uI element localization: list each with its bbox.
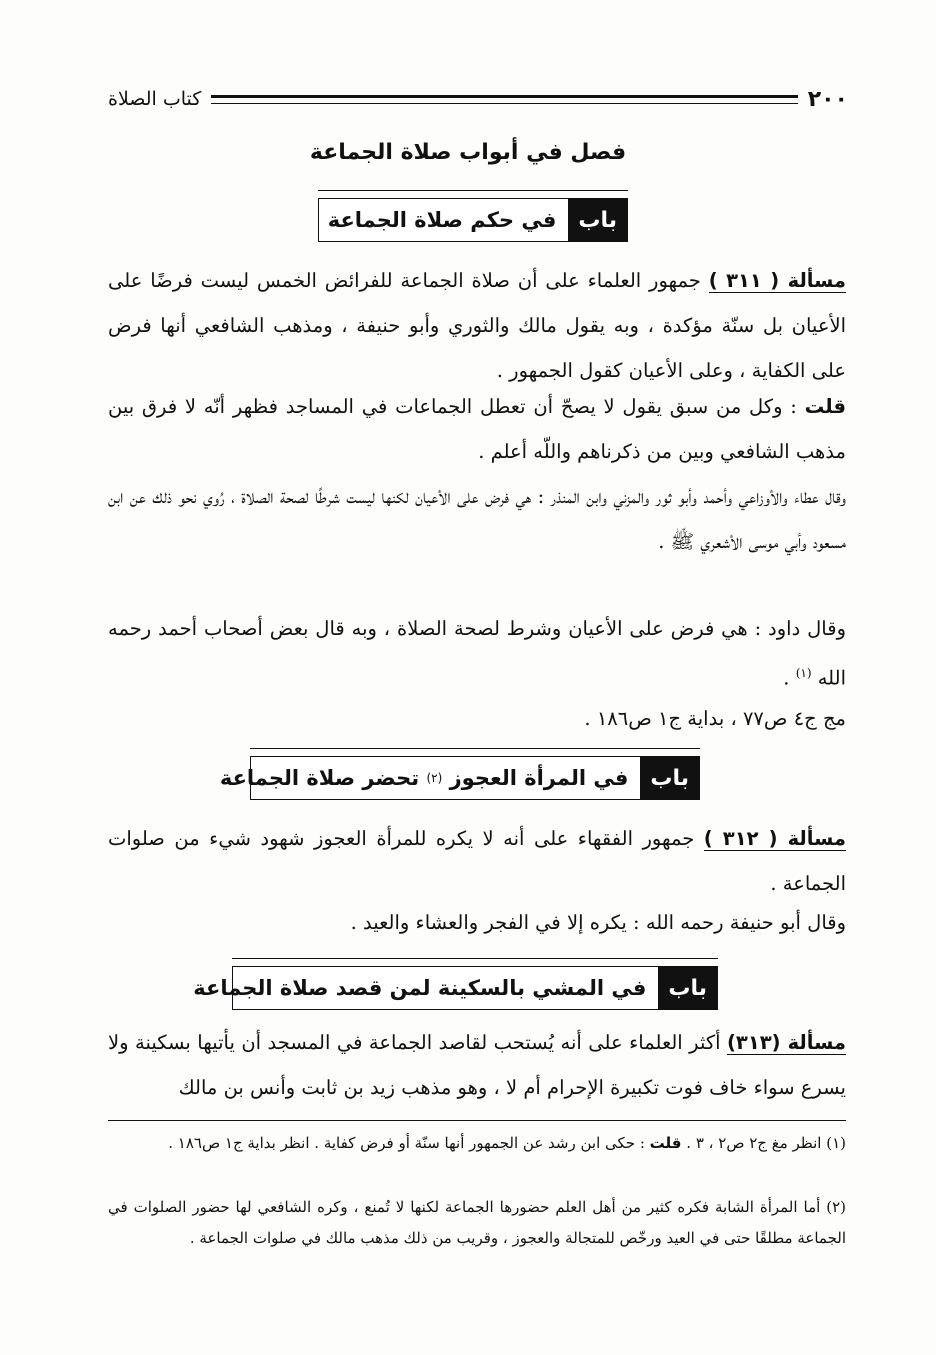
chapter-title: في حكم صلاة الجماعة <box>327 208 557 232</box>
book-title: كتاب الصلاة <box>108 88 202 110</box>
running-header <box>108 82 848 116</box>
issue-number: مسألة ( ٣١٢ ) <box>703 827 846 850</box>
section-title: فصل في أبواب صلاة الجماعة <box>309 140 627 165</box>
paragraph <box>108 900 846 945</box>
paragraph-text: جمهور العلماء على أن صلاة الجماعة للفرائض الخمس ليست فرضًا على الأعيان بل سنّة مؤكدة ، وبه يقول مالك والثوري وأبو حنيفة ، ومذهب الشافعي أنها فرض على الكفاية ، وعلى الأعيان كقول الجمهور . <box>108 269 846 382</box>
footnote-rule <box>108 1120 846 1121</box>
paragraph <box>108 474 846 564</box>
chapter-label: باب <box>568 199 627 241</box>
issue-number: مسألة (٣١٣) <box>727 1031 846 1054</box>
paragraph-text: : وكل من سبق يقول لا يصحّ أن تعطل الجماعات في المساجد فظهر أنّه لا فرق بين مذهب الشافعي وبين من ذكرناهم واللّه أعلم . <box>108 395 846 463</box>
chapter-title: في المشي بالسكينة لمن قصد صلاة الجماعة <box>193 976 647 1000</box>
paragraph <box>108 384 846 474</box>
issue-number: مسألة ( ٣١١ ) <box>708 269 847 292</box>
chapter-rule <box>250 748 700 749</box>
chapter-label: باب <box>658 967 717 1009</box>
footnote-ref[interactable]: (٢) <box>426 771 443 785</box>
reference-text: مج ج٤ ص٧٧ ، بداية ج١ ص١٨٦ . <box>584 707 846 730</box>
paragraph-text: وقال عطاء والأوزاعي وأحمد وأبو ثور والمزني وابن المنذر : هي فرض على الأعيان لكنها ليست شرطًا لصحة الصلاة ، رُوي نحو ذلك عن ابن مسعود وأبي موسى الأشعري ﷺ . <box>108 485 846 553</box>
paragraph-text: جمهور الفقهاء على أنه لا يكره للمرأة العجوز شهود شيء من صلوات الجماعة . <box>108 827 846 895</box>
chapter-title: في المرأة العجوز (٢) تحضر صلاة الجماعة <box>219 766 629 790</box>
footnote: (١) انظر مغ ج٢ ص٢ ، ٣ . قلت : حكى ابن رشد عن الجمهور أنها سنّة أو فرض كفاية . انظر بداية ج١ ص١٨٦ . <box>168 1134 846 1152</box>
chapter-label: باب <box>640 757 699 799</box>
paragraph <box>108 816 846 906</box>
chapter-heading <box>193 966 718 1010</box>
paragraph-text: وقال أبو حنيفة رحمه الله : يكره إلا في الفجر والعشاء والعيد . <box>350 911 846 934</box>
chapter-rule <box>318 190 628 191</box>
paragraph-text: وقال داود : هي فرض على الأعيان وشرط لصحة الصلاة ، وبه قال بعض أصحاب أحمد رحمه الله <box>108 617 846 690</box>
paragraph <box>108 1020 846 1110</box>
header-rule <box>211 95 797 104</box>
page-number: ٢٠٠ <box>807 86 848 112</box>
paragraph <box>108 606 846 701</box>
footnote: (٢) أما المرأة الشابة فكره كثير من أهل العلم حضورها الجماعة لكنها لا تُمنع ، وكره الشافعي لها حضور الصلوات في الجماعة مطلقًا حتى في العيد ورخّص للمتجالة والعجوز ، وقريب من ذلك مذهب مالك في صلوات الجماعة . <box>108 1198 846 1247</box>
chapter-heading <box>318 198 628 242</box>
paragraph-text: . <box>783 666 796 690</box>
paragraph <box>108 696 846 741</box>
chapter-rule <box>232 958 718 959</box>
chapter-heading <box>219 756 700 800</box>
note-lead: قلت <box>804 395 846 418</box>
footnote-ref[interactable]: (١) <box>795 666 812 680</box>
paragraph-text: أكثر العلماء على أنه يُستحب لقاصد الجماعة في المسجد أن يأتيها بسكينة ولا يسرع سواء خاف فوت تكبيرة الإحرام أم لا ، وهو مذهب زيد بن ثابت وأنس بن مالك <box>108 1031 846 1099</box>
paragraph <box>108 258 846 393</box>
